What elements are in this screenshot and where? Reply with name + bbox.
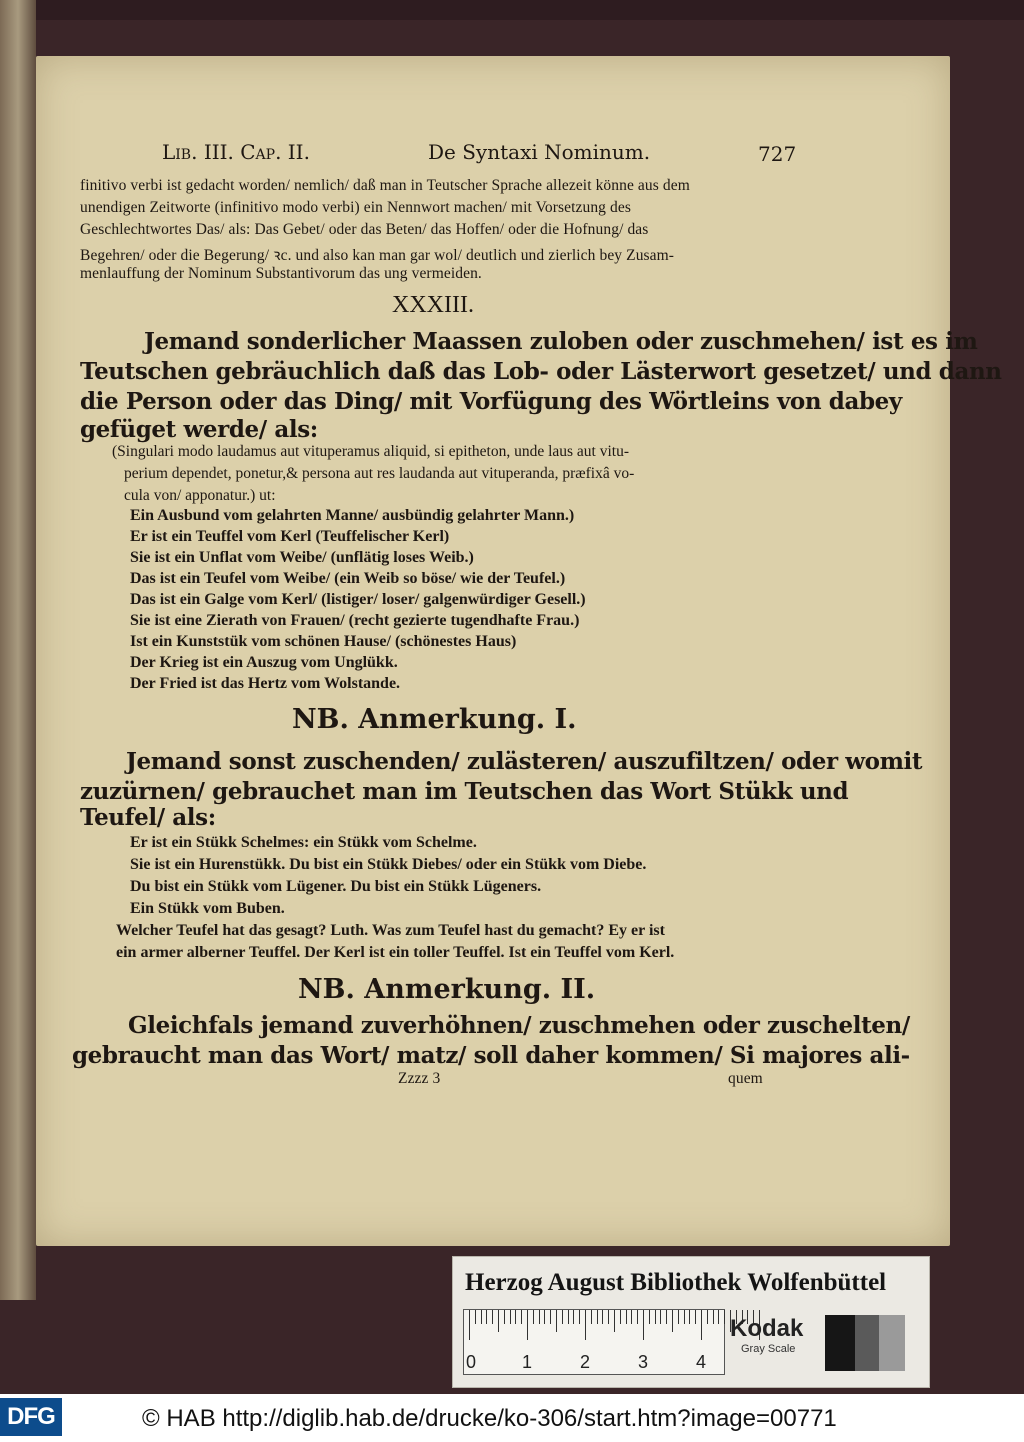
ruler-tick <box>701 1310 702 1340</box>
intro-line: menlauffung der Nominum Substantivorum das ung vermeiden. <box>80 265 482 282</box>
example-line: Ein Stükk vom Buben. <box>130 900 285 917</box>
intro-line: Begehren/ oder die Begerung/ ꝛc. und also kan man gar wol/ deutlich und zierlich bey Zusam- <box>80 247 675 264</box>
ruler-tick <box>649 1310 650 1324</box>
ruler-number: 4 <box>696 1352 707 1372</box>
rule-line: Jemand sonst zuschenden/ zulästeren/ auszufiltzen/ oder womit <box>126 748 923 775</box>
ruler-tick <box>597 1310 598 1324</box>
ruler-tick <box>707 1310 708 1324</box>
ruler-tick <box>585 1310 586 1340</box>
ruler-tick <box>579 1310 580 1324</box>
example-line: Der Krieg ist ein Auszug vom Unglükk. <box>130 654 398 671</box>
ruler-tick <box>533 1310 534 1324</box>
note-heading: NB. Anmerkung. I. <box>292 704 577 735</box>
scan-top-edge <box>0 0 1024 20</box>
measurement-ruler <box>463 1309 725 1375</box>
example-line: Das ist ein Galge vom Kerl/ (listiger/ loser/ galgenwürdiger Gesell.) <box>130 591 586 608</box>
ruler-tick <box>550 1310 551 1324</box>
example-line: Das ist ein Teufel vom Weibe/ (ein Weib so böse/ wie der Teufel.) <box>130 570 566 587</box>
ruler-tick <box>718 1310 719 1324</box>
example-line: Er ist ein Stükk Schelmes: ein Stükk vom Schelme. <box>130 834 477 851</box>
ruler-tick <box>515 1310 516 1324</box>
ruler-tick <box>637 1310 638 1324</box>
ruler-tick <box>655 1310 656 1324</box>
ruler-tick <box>684 1310 685 1324</box>
ruler-tick <box>469 1310 470 1340</box>
rule-line: die Person oder das Ding/ mit Vorfügung des Wörtleins von dabey <box>80 388 902 415</box>
kodak-logo: Kodak <box>730 1315 804 1342</box>
rule-line: Teutschen gebräuchlich daß das Lob- oder Lästerwort gesetzet/ und dann <box>80 358 1002 385</box>
example-line: Sie ist ein Hurenstükk. Du bist ein Stükk Diebes/ oder ein Stükk vom Diebe. <box>130 856 647 873</box>
ruler-tick <box>562 1310 563 1324</box>
intro-line: Geschlechtwortes Das/ als: Das Gebet/ oder das Beten/ das Hoffen/ oder die Hofnung/ das <box>80 221 649 238</box>
book-page <box>36 56 1002 1246</box>
ruler-tick <box>492 1310 493 1324</box>
ruler-tick <box>713 1310 714 1324</box>
tail-line: ein armer alberner Teuffel. Der Kerl ist ein toller Teuffel. Ist ein Teuffel vom Kerl. <box>116 944 675 961</box>
ruler-tick <box>475 1310 476 1324</box>
tail-line: Welcher Teufel hat das gesagt? Luth. Was zum Teufel hast du gemacht? Ey er ist <box>116 922 665 939</box>
gray-swatch-dark <box>855 1315 879 1371</box>
ruler-tick <box>660 1310 661 1324</box>
latin-line: cula von/ apponatur.) ut: <box>124 487 276 504</box>
rule-line: Teufel/ als: <box>80 804 216 831</box>
gray-scale-label: Gray Scale <box>741 1343 796 1355</box>
ruler-tick <box>556 1310 557 1332</box>
ruler-tick <box>672 1310 673 1332</box>
ruler-tick <box>724 1310 725 1324</box>
rule-line: zuzürnen/ gebrauchet man im Teutschen das Wort Stükk und <box>80 778 849 805</box>
rule-line: gefüget werde/ als: <box>80 416 318 443</box>
book-binding-edge <box>0 0 36 1300</box>
ruler-tick <box>568 1310 569 1324</box>
running-head-left: Lib. III. Cap. II. <box>162 140 310 164</box>
note-heading: NB. Anmerkung. II. <box>298 974 596 1005</box>
example-line: Ein Ausbund vom gelahrten Manne/ ausbündig gelahrter Mann.) <box>130 507 575 524</box>
rule-line: Jemand sonderlicher Maassen zuloben oder zuschmehen/ ist es im <box>144 328 978 355</box>
example-line: Der Fried ist das Hertz vom Wolstande. <box>130 675 401 692</box>
ruler-tick <box>620 1310 621 1324</box>
ruler-tick <box>678 1310 679 1324</box>
rule-line: Gleichfals jemand zuverhöhnen/ zuschmehen oder zuschelten/ <box>128 1012 910 1039</box>
intro-line: unendigen Zeitworte (infinitivo modo verbi) ein Nennwort machen/ mit Vorsetzung des <box>80 199 631 216</box>
ruler-tick <box>695 1310 696 1324</box>
ruler-tick <box>643 1310 644 1340</box>
example-line: Er ist ein Teuffel vom Kerl (Teuffelischer Kerl) <box>130 528 450 545</box>
library-color-card <box>452 1256 930 1388</box>
ruler-tick <box>666 1310 667 1324</box>
gray-swatch-mid <box>879 1315 905 1371</box>
page-number: 727 <box>758 142 797 166</box>
gray-swatch-black <box>825 1315 855 1371</box>
dfg-logo: DFG <box>0 1398 62 1436</box>
latin-line: perium dependet, ponetur,& persona aut res laudanda aut vituperanda, præfixâ vo- <box>124 465 635 482</box>
example-line: Sie ist ein Unflat vom Weibe/ (unflätig loses Weib.) <box>130 549 474 566</box>
ruler-tick <box>608 1310 609 1324</box>
latin-line: (Singulari modo laudamus aut vituperamus aliquid, si epitheton, unde laus aut vitu- <box>112 443 630 460</box>
ruler-tick <box>544 1310 545 1324</box>
ruler-number: 3 <box>638 1352 649 1372</box>
example-line: Ist ein Kunststük vom schönen Hause/ (schönestes Haus) <box>130 633 517 650</box>
ruler-tick <box>539 1310 540 1324</box>
ruler-tick <box>504 1310 505 1324</box>
ruler-tick <box>481 1310 482 1324</box>
ruler-tick <box>486 1310 487 1324</box>
rule-line: gebraucht man das Wort/ matz/ soll daher kommen/ Si majores ali- <box>72 1042 910 1069</box>
catchword: quem <box>728 1070 763 1087</box>
ruler-tick <box>591 1310 592 1324</box>
ruler-number: 0 <box>466 1352 477 1372</box>
running-head-title: De Syntaxi Nominum. <box>428 140 651 164</box>
copyright-link[interactable]: © HAB http://diglib.hab.de/drucke/ko-306/start.htm?image=00771 <box>142 1405 837 1432</box>
library-name: Herzog August Bibliothek Wolfenbüttel <box>465 1269 887 1296</box>
ruler-tick <box>631 1310 632 1324</box>
section-number: XXXIII. <box>392 292 474 318</box>
ruler-tick <box>573 1310 574 1324</box>
example-line: Sie ist eine Zierath von Frauen/ (recht gezierte tugendhafte Frau.) <box>130 612 580 629</box>
intro-line: finitivo verbi ist gedacht worden/ nemlich/ daß man in Teutscher Sprache allezeit könne aus dem <box>80 177 690 194</box>
ruler-tick <box>498 1310 499 1332</box>
signature-mark: Zzzz 3 <box>398 1070 441 1087</box>
ruler-tick <box>602 1310 603 1324</box>
ruler-tick <box>521 1310 522 1324</box>
ruler-tick <box>527 1310 528 1340</box>
ruler-number: 1 <box>522 1352 533 1372</box>
ruler-number: 2 <box>580 1352 591 1372</box>
example-line: Du bist ein Stükk vom Lügener. Du bist ein Stükk Lügeners. <box>130 878 542 895</box>
ruler-tick <box>689 1310 690 1324</box>
ruler-tick <box>626 1310 627 1324</box>
ruler-tick <box>510 1310 511 1324</box>
ruler-tick <box>614 1310 615 1332</box>
